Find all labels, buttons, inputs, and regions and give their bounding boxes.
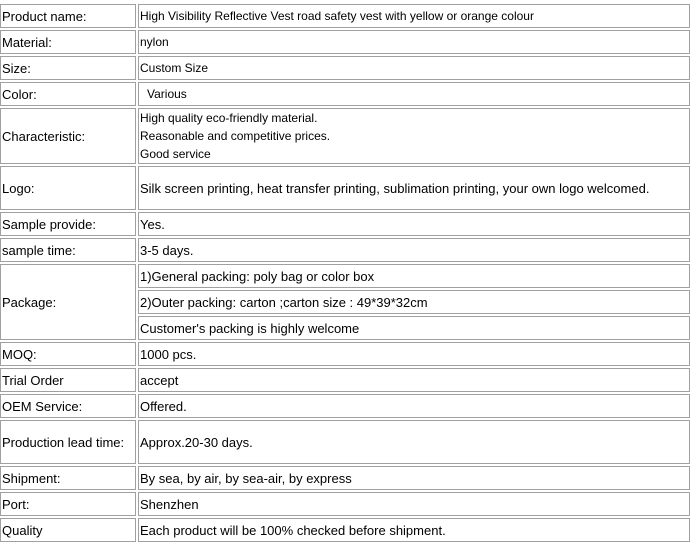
row-label: Sample provide: — [0, 212, 136, 236]
row-value: Offered. — [138, 394, 690, 418]
row-label: Color: — [0, 82, 136, 106]
row-label: Logo: — [0, 166, 136, 210]
row-value: Yes. — [138, 212, 690, 236]
row-label: sample time: — [0, 238, 136, 262]
table-row — [0, 368, 690, 392]
product-spec-table — [0, 2, 692, 544]
table-row — [0, 166, 690, 210]
row-value: Each product will be 100% checked before shipment. — [138, 518, 690, 542]
row-value: 1000 pcs. — [138, 342, 690, 366]
package-line: 1)General packing: poly bag or color box — [138, 264, 690, 288]
row-label: Quality — [0, 518, 136, 542]
row-value: Shenzhen — [138, 492, 690, 516]
table-row — [0, 4, 690, 28]
row-value: Custom Size — [138, 56, 690, 80]
table-row — [0, 108, 690, 164]
row-value: 3-5 days. — [138, 238, 690, 262]
table-row — [0, 264, 690, 288]
row-label: Port: — [0, 492, 136, 516]
table-row — [0, 466, 690, 490]
row-value: Approx.20-30 days. — [138, 420, 690, 464]
row-label: Size: — [0, 56, 136, 80]
table-row — [0, 238, 690, 262]
table-row — [0, 212, 690, 236]
row-label: Trial Order — [0, 368, 136, 392]
row-label: Characteristic: — [0, 108, 136, 164]
table-row — [0, 492, 690, 516]
row-value — [138, 108, 690, 164]
row-value: nylon — [138, 30, 690, 54]
row-value: Various — [138, 82, 690, 106]
table-row — [0, 518, 690, 542]
row-value: High Visibility Reflective Vest road safety vest with yellow or orange colour — [138, 4, 690, 28]
table-row — [0, 342, 690, 366]
row-value: By sea, by air, by sea-air, by express — [138, 466, 690, 490]
row-label: MOQ: — [0, 342, 136, 366]
table-row — [0, 82, 690, 106]
row-label: Package: — [0, 264, 136, 340]
characteristic-line: Reasonable and competitive prices. — [140, 129, 331, 143]
characteristic-line: Good service — [140, 147, 211, 161]
table-row — [0, 56, 690, 80]
row-label: OEM Service: — [0, 394, 136, 418]
package-line: 2)Outer packing: carton ;carton size : 49*39*32cm — [138, 290, 690, 314]
package-line: Customer's packing is highly welcome — [138, 316, 690, 340]
characteristic-line: High quality eco-friendly material. — [140, 111, 318, 125]
row-label: Material: — [0, 30, 136, 54]
row-value: Silk screen printing, heat transfer printing, sublimation printing, your own logo welcomed. — [138, 166, 690, 210]
row-value: accept — [138, 368, 690, 392]
table-row — [0, 30, 690, 54]
row-label: Production lead time: — [0, 420, 136, 464]
table-row — [0, 420, 690, 464]
row-label: Shipment: — [0, 466, 136, 490]
row-label: Product name: — [0, 4, 136, 28]
table-row — [0, 394, 690, 418]
